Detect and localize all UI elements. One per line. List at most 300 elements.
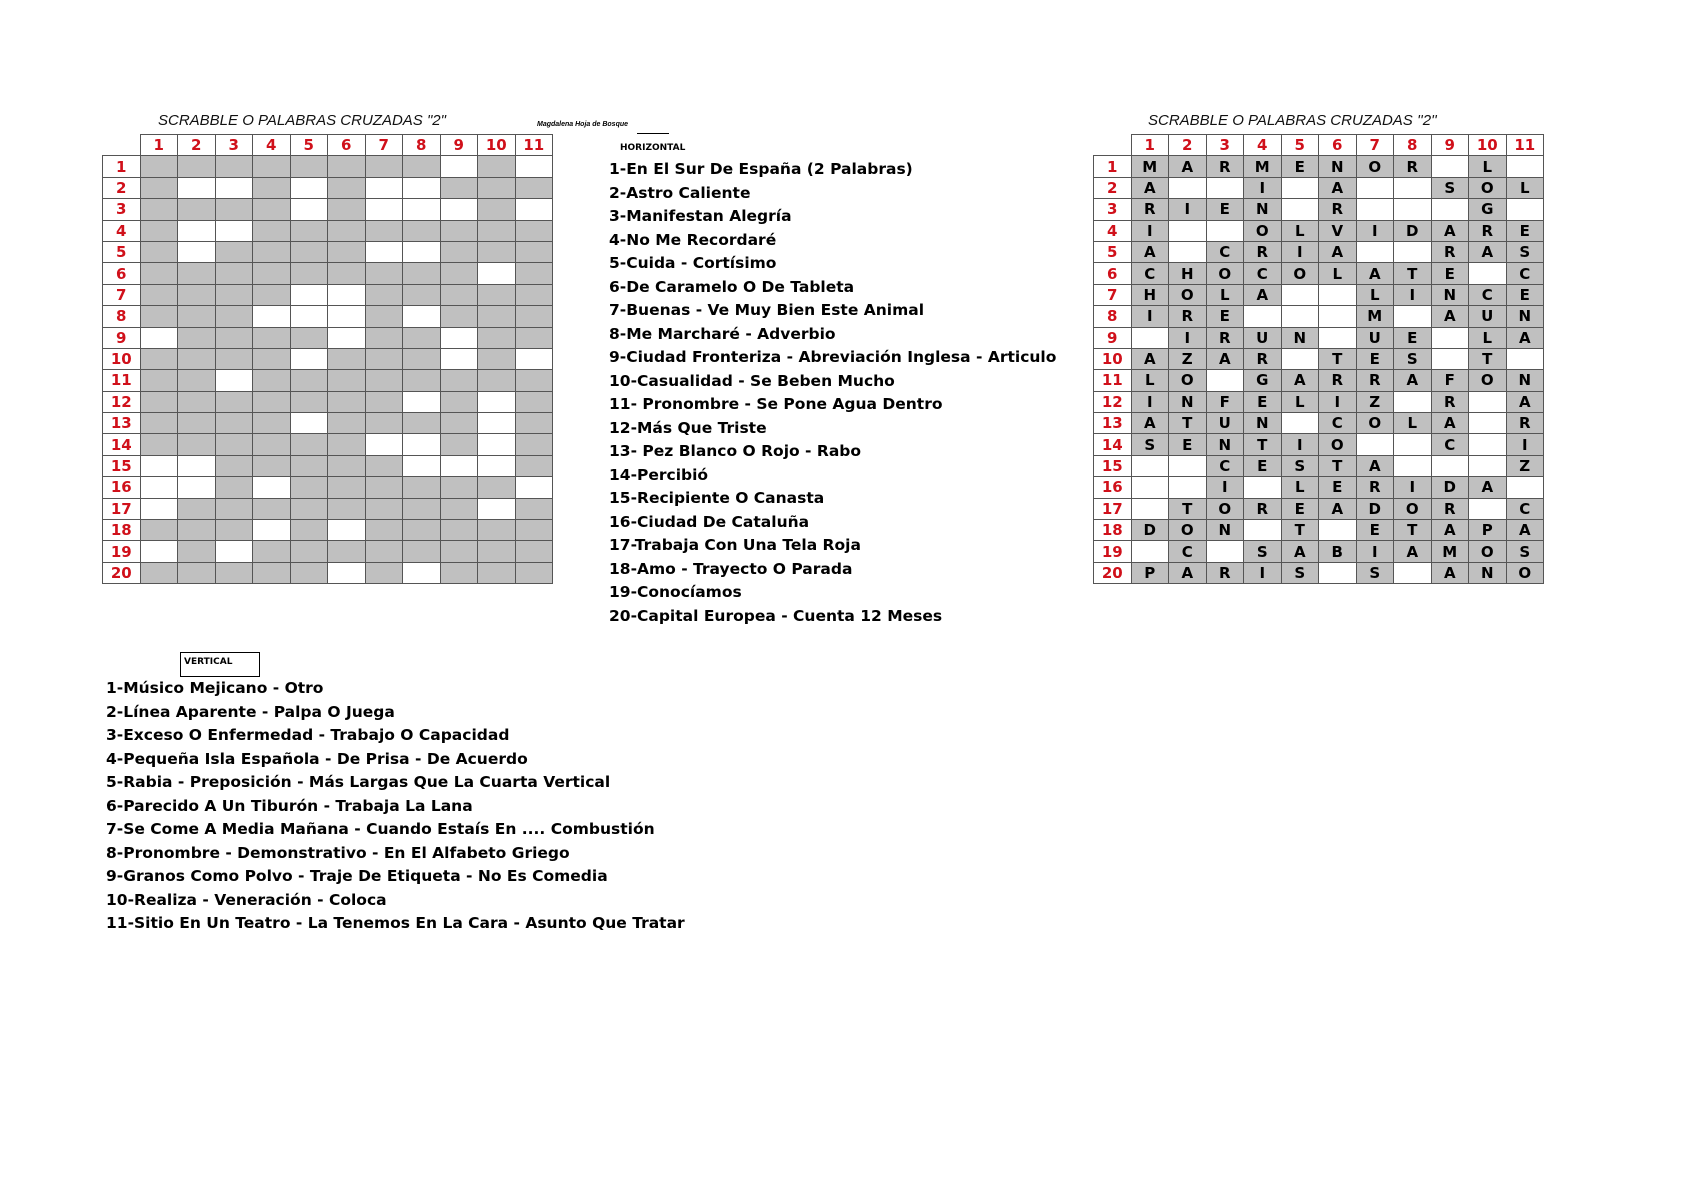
horizontal-clues-list — [609, 158, 1056, 628]
letter-cell: R — [1394, 156, 1432, 177]
letter-cell — [478, 177, 516, 198]
letter-cell — [140, 413, 178, 434]
letter-cell: F — [1431, 370, 1469, 391]
blank-cell — [1319, 520, 1357, 541]
column-number: 3 — [215, 135, 253, 156]
letter-cell — [515, 263, 553, 284]
empty-crossword-grid — [102, 134, 553, 584]
letter-cell — [140, 391, 178, 412]
letter-cell: L — [1506, 177, 1544, 198]
letter-cell: I — [1281, 241, 1319, 262]
clue-item: 11-Sitio En Un Teatro - La Tenemos En La Cara - Asunto Que Tratar — [106, 914, 685, 932]
blank-cell — [440, 348, 478, 369]
letter-cell: I — [1356, 220, 1394, 241]
letter-cell — [290, 370, 328, 391]
blank-cell — [515, 156, 553, 177]
blank-cell — [1506, 156, 1544, 177]
letter-cell — [515, 498, 553, 519]
blank-cell — [403, 562, 441, 583]
letter-cell: A — [1169, 562, 1207, 583]
blank-cell — [1469, 263, 1507, 284]
letter-cell — [215, 477, 253, 498]
letter-cell: H — [1169, 263, 1207, 284]
letter-cell — [290, 156, 328, 177]
letter-cell: I — [1281, 434, 1319, 455]
letter-cell — [328, 391, 366, 412]
letter-cell: L — [1394, 413, 1432, 434]
letter-cell — [140, 156, 178, 177]
letter-cell — [253, 455, 291, 476]
letter-cell — [178, 327, 216, 348]
blank-cell — [478, 434, 516, 455]
letter-cell: O — [1469, 177, 1507, 198]
letter-cell — [403, 263, 441, 284]
letter-cell: E — [1206, 199, 1244, 220]
blank-cell — [328, 327, 366, 348]
letter-cell — [253, 413, 291, 434]
letter-cell — [215, 455, 253, 476]
letter-cell — [290, 520, 328, 541]
clue-item: 16-Ciudad De Cataluña — [609, 512, 810, 531]
blank-cell — [1431, 327, 1469, 348]
letter-cell — [365, 370, 403, 391]
blank-cell — [1206, 370, 1244, 391]
letter-cell — [178, 562, 216, 583]
letter-cell: E — [1506, 284, 1544, 305]
blank-cell — [478, 391, 516, 412]
letter-cell: C — [1469, 284, 1507, 305]
row-number: 12 — [1094, 391, 1132, 412]
letter-cell: S — [1131, 434, 1169, 455]
letter-cell: A — [1244, 284, 1282, 305]
letter-cell: A — [1356, 455, 1394, 476]
letter-cell — [178, 199, 216, 220]
row-number: 5 — [1094, 241, 1132, 262]
letter-cell — [440, 434, 478, 455]
letter-cell — [328, 477, 366, 498]
blank-cell — [1356, 199, 1394, 220]
blank-cell — [1356, 434, 1394, 455]
blank-cell — [515, 348, 553, 369]
letter-cell: A — [1431, 413, 1469, 434]
letter-cell — [515, 177, 553, 198]
letter-cell: R — [1244, 498, 1282, 519]
letter-cell: R — [1356, 370, 1394, 391]
letter-cell: E — [1206, 306, 1244, 327]
letter-cell — [365, 562, 403, 583]
letter-cell — [253, 562, 291, 583]
letter-cell: E — [1356, 348, 1394, 369]
letter-cell — [403, 220, 441, 241]
blank-cell — [1319, 306, 1357, 327]
letter-cell: C — [1431, 434, 1469, 455]
letter-cell: N — [1206, 434, 1244, 455]
letter-cell — [478, 241, 516, 262]
row-number: 3 — [1094, 199, 1132, 220]
letter-cell — [253, 241, 291, 262]
blank-cell — [1206, 177, 1244, 198]
clue-item: 10-Realiza - Veneración - Coloca — [106, 890, 387, 909]
blank-cell — [1394, 562, 1432, 583]
letter-cell: E — [1431, 263, 1469, 284]
letter-cell — [290, 562, 328, 583]
letter-cell — [140, 199, 178, 220]
blank-cell — [403, 199, 441, 220]
blank-cell — [215, 370, 253, 391]
letter-cell — [365, 284, 403, 305]
letter-cell — [365, 455, 403, 476]
clue-item: 1-Músico Mejicano - Otro — [106, 679, 324, 697]
letter-cell — [178, 541, 216, 562]
letter-cell — [140, 220, 178, 241]
letter-cell — [215, 199, 253, 220]
column-number: 3 — [1206, 135, 1244, 156]
column-number: 4 — [253, 135, 291, 156]
column-number: 7 — [1356, 135, 1394, 156]
letter-cell — [253, 348, 291, 369]
letter-cell — [440, 241, 478, 262]
clue-item: 8-Pronombre - Demonstrativo - En El Alfabeto Griego — [106, 843, 570, 862]
blank-cell — [1319, 562, 1357, 583]
blank-cell — [440, 455, 478, 476]
letter-cell: M — [1431, 541, 1469, 562]
blank-cell — [1469, 391, 1507, 412]
letter-cell: S — [1244, 541, 1282, 562]
letter-cell — [478, 156, 516, 177]
letter-cell: I — [1319, 391, 1357, 412]
blank-cell — [1506, 477, 1544, 498]
letter-cell: C — [1244, 263, 1282, 284]
letter-cell — [328, 413, 366, 434]
row-number: 2 — [103, 177, 141, 198]
blank-cell — [215, 177, 253, 198]
clue-item: 3-Manifestan Alegría — [609, 207, 792, 225]
clue-item: 13- Pez Blanco O Rojo - Rabo — [609, 442, 862, 460]
letter-cell — [403, 413, 441, 434]
letter-cell — [478, 327, 516, 348]
row-number: 14 — [1094, 434, 1132, 455]
letter-cell: M — [1356, 306, 1394, 327]
blank-cell — [1431, 455, 1469, 476]
letter-cell — [403, 477, 441, 498]
letter-cell: R — [1431, 498, 1469, 519]
letter-cell: R — [1319, 199, 1357, 220]
letter-cell: A — [1506, 520, 1544, 541]
letter-cell: T — [1169, 413, 1207, 434]
blank-cell — [1131, 498, 1169, 519]
letter-cell — [253, 156, 291, 177]
letter-cell — [215, 434, 253, 455]
blank-cell — [140, 455, 178, 476]
blank-cell — [403, 241, 441, 262]
letter-cell — [478, 220, 516, 241]
letter-cell — [178, 370, 216, 391]
blank-cell — [1319, 327, 1357, 348]
letter-cell — [478, 477, 516, 498]
letter-cell: O — [1244, 220, 1282, 241]
letter-cell — [253, 434, 291, 455]
letter-cell: E — [1244, 391, 1282, 412]
letter-cell — [365, 477, 403, 498]
letter-cell — [178, 413, 216, 434]
letter-cell — [290, 327, 328, 348]
blank-cell — [403, 434, 441, 455]
row-number: 10 — [103, 348, 141, 369]
letter-cell — [478, 199, 516, 220]
letter-cell: S — [1281, 455, 1319, 476]
letter-cell — [478, 284, 516, 305]
letter-cell — [365, 413, 403, 434]
letter-cell — [253, 391, 291, 412]
letter-cell: A — [1131, 241, 1169, 262]
letter-cell — [215, 520, 253, 541]
letter-cell — [440, 562, 478, 583]
letter-cell: O — [1356, 413, 1394, 434]
letter-cell: T — [1169, 498, 1207, 519]
blank-cell — [1394, 199, 1432, 220]
column-number: 6 — [328, 135, 366, 156]
letter-cell — [440, 477, 478, 498]
column-number: 1 — [140, 135, 178, 156]
letter-cell: N — [1506, 306, 1544, 327]
letter-cell — [515, 370, 553, 391]
blank-cell — [253, 477, 291, 498]
clue-item: 5-Cuida - Cortísimo — [609, 254, 777, 272]
blank-cell — [140, 498, 178, 519]
letter-cell: A — [1431, 306, 1469, 327]
letter-cell — [253, 199, 291, 220]
letter-cell — [403, 327, 441, 348]
letter-cell: N — [1319, 156, 1357, 177]
row-number: 16 — [1094, 477, 1132, 498]
row-number: 18 — [1094, 520, 1132, 541]
horizontal-label: HORIZONTAL — [620, 143, 686, 153]
letter-cell — [328, 370, 366, 391]
letter-cell — [328, 156, 366, 177]
letter-cell — [403, 520, 441, 541]
letter-cell: C — [1319, 413, 1357, 434]
letter-cell: R — [1319, 370, 1357, 391]
blank-cell — [515, 477, 553, 498]
letter-cell: R — [1131, 199, 1169, 220]
letter-cell: I — [1394, 284, 1432, 305]
letter-cell: U — [1469, 306, 1507, 327]
clue-item: 7-Buenas - Ve Muy Bien Este Animal — [609, 301, 925, 319]
blank-cell — [1394, 241, 1432, 262]
blank-cell — [140, 477, 178, 498]
blank-cell — [1431, 199, 1469, 220]
letter-cell — [328, 263, 366, 284]
letter-cell — [478, 562, 516, 583]
letter-cell: L — [1469, 327, 1507, 348]
letter-cell — [290, 391, 328, 412]
blank-cell — [1131, 327, 1169, 348]
clue-item: 6-Parecido A Un Tiburón - Trabaja La Lana — [106, 796, 473, 815]
row-number: 14 — [103, 434, 141, 455]
letter-cell: A — [1131, 413, 1169, 434]
letter-cell: A — [1431, 562, 1469, 583]
column-number: 8 — [1394, 135, 1432, 156]
blank-cell — [1281, 199, 1319, 220]
letter-cell: E — [1394, 327, 1432, 348]
letter-cell — [478, 520, 516, 541]
letter-cell — [515, 434, 553, 455]
letter-cell: E — [1506, 220, 1544, 241]
blank-cell — [1244, 520, 1282, 541]
letter-cell: E — [1281, 498, 1319, 519]
letter-cell: T — [1319, 455, 1357, 476]
letter-cell: F — [1206, 391, 1244, 412]
letter-cell — [140, 241, 178, 262]
letter-cell: D — [1356, 498, 1394, 519]
letter-cell — [253, 284, 291, 305]
row-number: 6 — [103, 263, 141, 284]
letter-cell: Z — [1169, 348, 1207, 369]
letter-cell: C — [1206, 455, 1244, 476]
column-number: 6 — [1319, 135, 1357, 156]
letter-cell — [140, 562, 178, 583]
author-credit: Magdalena Hoja de Bosque — [537, 121, 629, 128]
letter-cell: I — [1394, 477, 1432, 498]
letter-cell — [290, 263, 328, 284]
letter-cell: O — [1281, 263, 1319, 284]
letter-cell: T — [1319, 348, 1357, 369]
row-number: 1 — [103, 156, 141, 177]
blank-cell — [1469, 413, 1507, 434]
letter-cell: M — [1244, 156, 1282, 177]
letter-cell: O — [1469, 370, 1507, 391]
row-number: 4 — [103, 220, 141, 241]
letter-cell: I — [1206, 477, 1244, 498]
letter-cell: A — [1169, 156, 1207, 177]
letter-cell — [440, 541, 478, 562]
row-number: 13 — [1094, 413, 1132, 434]
blank-cell — [178, 241, 216, 262]
letter-cell — [515, 306, 553, 327]
letter-cell: I — [1244, 177, 1282, 198]
blank-cell — [1356, 241, 1394, 262]
letter-cell — [478, 541, 516, 562]
blank-cell — [1469, 455, 1507, 476]
row-number: 16 — [103, 477, 141, 498]
letter-cell — [253, 263, 291, 284]
blank-cell — [290, 413, 328, 434]
letter-cell: A — [1394, 370, 1432, 391]
row-number: 19 — [1094, 541, 1132, 562]
clue-item: 6-De Caramelo O De Tableta — [609, 277, 855, 296]
letter-cell — [440, 284, 478, 305]
letter-cell: V — [1319, 220, 1357, 241]
blank-cell — [1206, 541, 1244, 562]
blank-cell — [365, 177, 403, 198]
letter-cell: I — [1506, 434, 1544, 455]
blank-cell — [478, 455, 516, 476]
letter-cell: N — [1431, 284, 1469, 305]
row-number: 8 — [1094, 306, 1132, 327]
letter-cell: I — [1131, 391, 1169, 412]
letter-cell: A — [1206, 348, 1244, 369]
letter-cell: D — [1431, 477, 1469, 498]
blank-cell — [178, 477, 216, 498]
blank-cell — [1394, 434, 1432, 455]
letter-cell — [403, 370, 441, 391]
clue-item: 8-Me Marcharé - Adverbio — [609, 324, 836, 343]
letter-cell: R — [1431, 241, 1469, 262]
letter-cell: S — [1281, 562, 1319, 583]
letter-cell: A — [1469, 477, 1507, 498]
letter-cell — [178, 434, 216, 455]
letter-cell: R — [1431, 391, 1469, 412]
row-number: 15 — [1094, 455, 1132, 476]
blank-cell — [328, 520, 366, 541]
letter-cell — [215, 284, 253, 305]
blank-cell — [290, 284, 328, 305]
letter-cell — [365, 541, 403, 562]
letter-cell — [140, 520, 178, 541]
grid-corner — [103, 135, 141, 156]
letter-cell — [515, 327, 553, 348]
letter-cell: I — [1169, 327, 1207, 348]
blank-cell — [328, 562, 366, 583]
blank-cell — [1281, 413, 1319, 434]
clue-item: 17-Trabaja Con Una Tela Roja — [609, 536, 861, 554]
letter-cell — [215, 327, 253, 348]
letter-cell: A — [1319, 241, 1357, 262]
blank-cell — [1506, 199, 1544, 220]
row-number: 11 — [1094, 370, 1132, 391]
letter-cell — [440, 391, 478, 412]
clue-item: 5-Rabia - Preposición - Más Largas Que La Cuarta Vertical — [106, 773, 611, 791]
letter-cell: P — [1131, 562, 1169, 583]
blank-cell — [403, 455, 441, 476]
letter-cell — [290, 241, 328, 262]
letter-cell — [328, 199, 366, 220]
clue-item: 1-En El Sur De España (2 Palabras) — [609, 160, 913, 178]
letter-cell — [253, 498, 291, 519]
letter-cell — [515, 220, 553, 241]
row-number: 8 — [103, 306, 141, 327]
letter-cell: R — [1356, 477, 1394, 498]
row-number: 19 — [103, 541, 141, 562]
blank-cell — [1506, 348, 1544, 369]
letter-cell — [215, 306, 253, 327]
letter-cell — [403, 541, 441, 562]
blank-cell — [1169, 177, 1207, 198]
letter-cell: C — [1169, 541, 1207, 562]
clue-item: 14-Percibió — [609, 465, 709, 484]
blank-cell — [403, 177, 441, 198]
row-number: 20 — [103, 562, 141, 583]
letter-cell: B — [1319, 541, 1357, 562]
letter-cell: A — [1431, 520, 1469, 541]
letter-cell: E — [1169, 434, 1207, 455]
letter-cell — [253, 220, 291, 241]
letter-cell — [290, 477, 328, 498]
letter-cell: U — [1244, 327, 1282, 348]
letter-cell — [515, 284, 553, 305]
letter-cell: O — [1506, 562, 1544, 583]
letter-cell: O — [1356, 156, 1394, 177]
letter-cell — [403, 284, 441, 305]
letter-cell: L — [1356, 284, 1394, 305]
letter-cell: A — [1281, 370, 1319, 391]
letter-cell: N — [1206, 520, 1244, 541]
letter-cell — [178, 498, 216, 519]
letter-cell — [328, 434, 366, 455]
letter-cell — [290, 434, 328, 455]
clue-item: 2-Línea Aparente - Palpa O Juega — [106, 702, 395, 721]
letter-cell — [365, 156, 403, 177]
